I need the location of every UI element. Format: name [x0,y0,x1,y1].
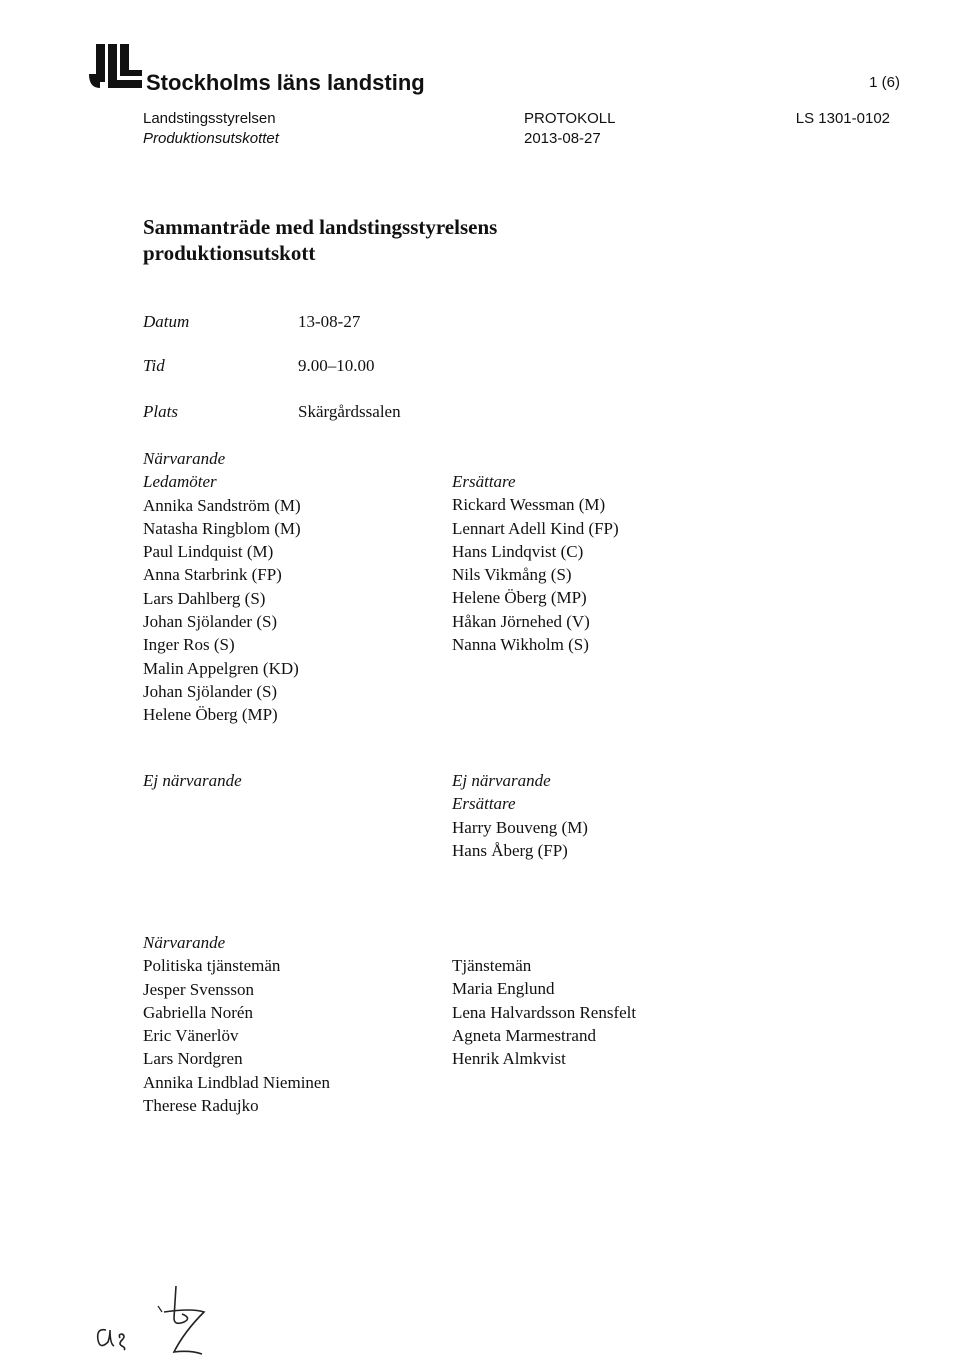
plats-value: Skärgårdssalen [298,402,401,421]
committee-name: Produktionsutskottet [143,130,279,147]
initials-signature-icon [92,1278,232,1358]
page-number: 1 (6) [869,74,900,91]
list-item: Lennart Adell Kind (FP) [452,518,619,538]
officials-heading: Närvarande [143,933,226,952]
list-item: Johan Sjölander (S) [143,612,278,632]
list-item: Jesper Svensson [143,979,254,999]
list-item: Rickard Wessman (M) [452,495,606,515]
list-item: Annika Lindblad Nieminen [143,1072,330,1092]
civil-officials-column [452,954,636,1070]
absent-members-column [143,769,242,792]
list-item: Malin Appelgren (KD) [143,658,299,678]
list-item: Helene Öberg (MP) [143,705,278,725]
document-date: 2013-08-27 [524,130,601,147]
datum-value: 13-08-27 [298,312,361,331]
civil-officials-heading: Tjänstemän [452,956,532,975]
list-item: Helene Öberg (MP) [452,588,587,608]
list-item: Lars Nordgren [143,1049,243,1069]
absent-substitutes-column [452,769,588,862]
present-heading: Närvarande [143,449,226,468]
political-officials-column [143,931,330,1117]
list-item: Agneta Marmestrand [452,1025,596,1045]
datum-label: Datum [143,312,190,331]
tid-label: Tid [143,356,165,375]
substitutes-heading: Ersättare [452,472,516,491]
list-item: Hans Åberg (FP) [452,840,568,860]
list-item: Inger Ros (S) [143,635,235,655]
list-item: Maria Englund [452,979,555,999]
title-line-1: Sammanträde med landstingsstyrelsens [143,215,498,239]
header-left [143,109,279,149]
organization-logo [86,38,425,98]
list-item: Therese Radujko [143,1096,259,1116]
present-members-column [143,447,301,727]
absent-heading: Ej närvarande [143,771,242,790]
list-item: Gabriella Norén [143,1002,253,1022]
list-item: Eric Vänerlöv [143,1026,239,1046]
document-type: PROTOKOLL [524,110,616,127]
list-item: Nanna Wikholm (S) [452,635,589,655]
present-substitutes-column [452,470,619,656]
tid-value: 9.00–10.00 [298,356,375,375]
list-item: Henrik Almkvist [452,1049,566,1069]
list-item: Håkan Jörnehed (V) [452,611,590,631]
list-item: Annika Sandström (M) [143,495,301,515]
list-item: Lena Halvardsson Rensfelt [452,1002,637,1022]
reference-number: LS 1301-0102 [795,110,890,127]
list-item: Johan Sjölander (S) [143,681,278,701]
members-heading: Ledamöter [143,472,217,492]
board-name: Landstingsstyrelsen [143,110,276,127]
list-item: Anna Starbrink (FP) [143,565,282,585]
list-item: Paul Lindquist (M) [143,542,274,562]
sll-logo-icon [86,40,144,98]
title-line-2: produktionsutskott [143,241,316,265]
list-item: Lars Dahlberg (S) [143,588,266,608]
plats-label: Plats [143,402,178,421]
list-item: Hans Lindqvist (C) [452,541,584,561]
list-item: Harry Bouveng (M) [452,817,588,837]
page-title [143,214,497,266]
list-item: Natasha Ringblom (M) [143,518,301,538]
political-officials-heading: Politiska tjänstemän [143,956,281,976]
absent-substitutes-subheading: Ersättare [452,794,516,814]
list-item: Nils Vikmång (S) [452,565,572,585]
organization-name: Stockholms läns landsting [146,70,425,95]
absent-substitutes-heading: Ej närvarande [452,771,551,790]
header-middle [524,109,615,149]
